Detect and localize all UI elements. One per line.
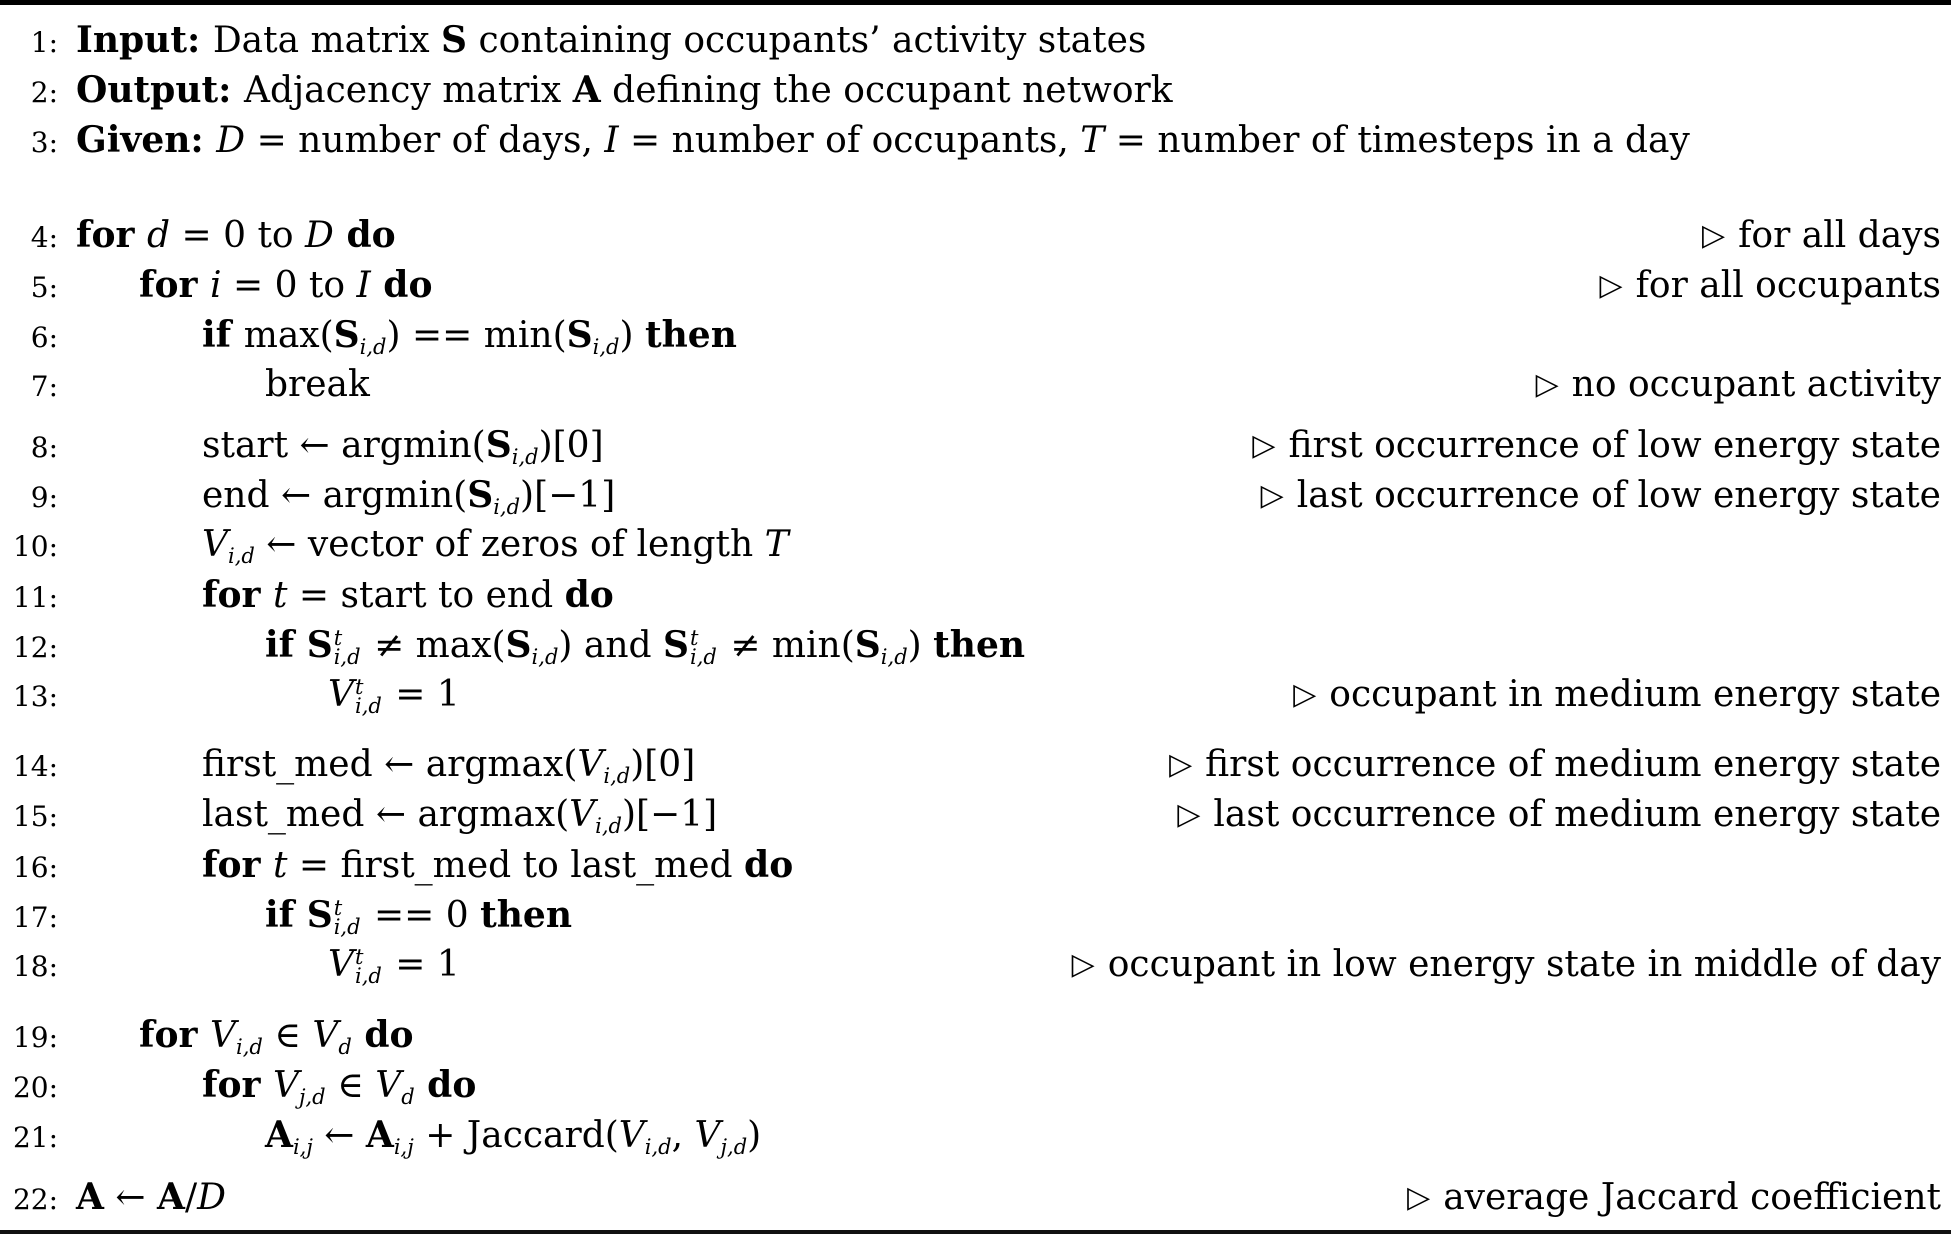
text-segment: containing occupants’ activity states — [467, 20, 1147, 61]
text-segment: do — [744, 844, 794, 886]
line-content — [265, 360, 370, 410]
text-segment: V — [202, 524, 228, 565]
text-segment: for — [139, 1014, 210, 1056]
line-content — [328, 670, 460, 720]
text-segment: S — [441, 19, 468, 61]
text-segment: D — [197, 1177, 226, 1218]
subscript: i,j — [292, 1135, 313, 1159]
line-comment — [1228, 421, 1941, 473]
text-segment: S — [485, 424, 512, 466]
line-content — [328, 940, 460, 990]
subscript: i,d — [333, 645, 361, 669]
text-segment: do — [333, 214, 396, 256]
text-segment: do — [414, 1064, 477, 1106]
line-number: 4: — [30, 221, 58, 254]
text-segment: end ← argmin( — [202, 475, 468, 516]
algorithm-line-3 — [6, 115, 1941, 165]
text-segment: / — [184, 1177, 198, 1218]
text-segment: Data matrix — [212, 20, 442, 61]
line-number: 10: — [12, 530, 58, 563]
subscript: i,d — [333, 915, 361, 939]
subscript: i,d — [880, 645, 908, 669]
line-comment — [1153, 790, 1941, 842]
line-content — [202, 470, 615, 521]
algorithm-line-13 — [6, 670, 1941, 720]
line-number: 22: — [12, 1183, 58, 1216]
line-content — [202, 840, 793, 891]
algorithm-line-1 — [6, 15, 1941, 65]
comment-text: first occurrence of low energy state — [1288, 425, 1941, 466]
text-segment: then — [933, 624, 1026, 666]
text-segment: ) — [907, 625, 934, 666]
subscript: i,d — [355, 964, 382, 988]
superscript: t — [355, 945, 364, 969]
comment-text: no occupant activity — [1571, 364, 1941, 405]
text-segment: ← — [312, 1115, 366, 1156]
text-segment: S — [467, 474, 494, 516]
text-segment: for — [202, 844, 273, 886]
algorithm-line-11 — [6, 570, 1941, 620]
text-segment: + Jaccard( — [413, 1115, 619, 1156]
superscript: t — [333, 626, 343, 650]
text-segment: V — [312, 1015, 339, 1056]
algorithm-line-2 — [6, 65, 1941, 115]
comment-triangle-marker: ▷ — [1702, 218, 1726, 253]
text-segment: )[0] — [630, 744, 696, 785]
algorithm-line-22 — [6, 1172, 1941, 1222]
superscript: t — [690, 626, 699, 650]
text-segment: = 0 to — [221, 265, 357, 306]
line-number: 7: — [30, 370, 58, 403]
line-content — [265, 890, 572, 941]
text-segment: T — [764, 524, 789, 565]
comment-text: first occurrence of medium energy state — [1205, 744, 1941, 785]
text-segment: = 1 — [383, 944, 460, 985]
text-segment: S — [306, 894, 333, 936]
line-comment — [1269, 670, 1941, 722]
text-segment: == 0 — [362, 895, 481, 936]
line-number: 20: — [12, 1071, 58, 1104]
comment-text: for all occupants — [1635, 265, 1941, 306]
bottom-rule — [0, 1230, 1951, 1234]
text-segment: Adjacency matrix — [243, 70, 573, 111]
line-comment — [1237, 471, 1941, 523]
text-segment: first_med ← argmax( — [202, 744, 578, 785]
text-segment: do — [351, 1014, 414, 1056]
algorithm-line-16 — [6, 840, 1941, 890]
algorithm-body — [0, 5, 1951, 1230]
line-content — [76, 210, 396, 261]
text-segment: V — [210, 1015, 236, 1056]
subscript: j,d — [299, 1085, 326, 1109]
superscript-subscript — [355, 945, 382, 988]
comment-text: last occurrence of medium energy state — [1213, 794, 1941, 835]
text-segment: then — [644, 314, 737, 356]
algorithm-line-20 — [6, 1060, 1941, 1110]
line-number: 9: — [30, 481, 58, 514]
line-comment — [1512, 360, 1941, 412]
algorithm-line-9 — [6, 470, 1941, 520]
algorithm-line-10 — [6, 520, 1941, 570]
line-content — [202, 740, 695, 790]
line-content — [202, 1060, 476, 1111]
text-segment: D — [216, 120, 246, 161]
subscript: i,d — [228, 544, 255, 568]
text-segment: for — [202, 574, 273, 616]
text-segment: V — [273, 1065, 299, 1106]
text-segment: ) — [619, 315, 645, 356]
line-number: 13: — [12, 680, 58, 713]
line-content — [265, 620, 1025, 671]
line-content — [76, 115, 1690, 166]
line-comment — [1576, 261, 1941, 313]
comment-triangle-marker: ▷ — [1535, 367, 1559, 402]
line-number: 14: — [12, 750, 58, 783]
line-content — [202, 420, 604, 471]
line-comment — [1048, 940, 1941, 992]
text-segment: = number of timesteps in a day — [1104, 120, 1690, 161]
text-segment: )[0] — [538, 425, 604, 466]
line-content — [76, 65, 1173, 116]
text-segment: last_med ← argmax( — [202, 794, 570, 835]
text-segment: ← — [103, 1177, 157, 1218]
comment-triangle-marker: ▷ — [1252, 428, 1276, 463]
comment-triangle-marker: ▷ — [1177, 797, 1201, 832]
text-segment: for — [139, 264, 210, 306]
text-segment: V — [569, 794, 596, 835]
subscript: i,d — [690, 645, 717, 669]
line-number: 11: — [12, 581, 58, 614]
comment-triangle-marker: ▷ — [1169, 747, 1193, 782]
line-content — [139, 1010, 414, 1061]
line-number: 18: — [12, 950, 58, 983]
text-segment: t — [273, 845, 288, 886]
line-number: 3: — [30, 126, 58, 159]
comment-triangle-marker: ▷ — [1599, 268, 1623, 303]
subscript: i,d — [359, 335, 387, 359]
subscript: d — [401, 1085, 415, 1109]
text-segment: max( — [243, 315, 334, 356]
text-segment: then — [480, 894, 572, 936]
line-comment — [1145, 740, 1941, 792]
text-segment: if — [202, 314, 244, 356]
text-segment: V — [618, 1115, 645, 1156]
subscript: i,d — [644, 1135, 672, 1159]
line-content — [265, 1110, 761, 1161]
subscript: i,j — [393, 1135, 414, 1159]
text-segment: t — [273, 575, 288, 616]
text-segment: Output: — [76, 69, 244, 111]
text-segment: )[−1] — [520, 475, 616, 516]
superscript-subscript — [690, 626, 717, 669]
line-number: 6: — [30, 321, 58, 354]
text-segment: V — [375, 1065, 402, 1106]
text-segment: V — [328, 944, 354, 985]
text-segment: )[−1] — [621, 794, 718, 835]
line-content — [202, 520, 789, 570]
comment-triangle-marker: ▷ — [1407, 1180, 1431, 1215]
text-segment: if — [265, 894, 307, 936]
text-segment: I — [356, 265, 371, 306]
text-segment: i — [210, 265, 222, 306]
line-content — [202, 570, 614, 621]
line-content — [76, 1172, 226, 1223]
text-segment: ≠ min( — [718, 625, 855, 666]
subscript: i,d — [355, 694, 382, 718]
superscript-subscript — [355, 675, 382, 718]
algorithm-line-12 — [6, 620, 1941, 670]
text-segment: d — [147, 215, 171, 256]
text-segment: A — [572, 69, 601, 111]
line-number: 21: — [12, 1121, 58, 1154]
subscript: d — [338, 1035, 352, 1059]
line-comment — [1383, 1173, 1941, 1225]
text-segment: ) — [747, 1115, 762, 1156]
comment-triangle-marker: ▷ — [1293, 677, 1317, 712]
subscript: i,d — [236, 1035, 263, 1059]
text-segment: D — [305, 215, 334, 256]
text-segment: S — [505, 624, 532, 666]
superscript: t — [333, 896, 343, 920]
text-segment: S — [306, 624, 333, 666]
comment-text: occupant in low energy state in middle of day — [1107, 944, 1941, 985]
subscript: j,d — [720, 1135, 748, 1159]
superscript-subscript — [333, 896, 361, 939]
comment-text: last occurrence of low energy state — [1296, 475, 1941, 516]
line-number: 17: — [12, 901, 58, 934]
text-segment: ) == min( — [386, 315, 567, 356]
text-segment: = 0 to — [170, 215, 306, 256]
line-number: 1: — [30, 26, 58, 59]
text-segment: V — [328, 674, 354, 715]
text-segment: break — [265, 364, 370, 405]
comment-triangle-marker: ▷ — [1260, 478, 1284, 513]
text-segment: if — [265, 624, 307, 666]
subscript: i,d — [493, 495, 521, 519]
algorithm-line-17 — [6, 890, 1941, 940]
algorithm-line-5 — [6, 260, 1941, 310]
superscript-subscript — [333, 626, 361, 669]
text-segment: A — [157, 1176, 185, 1218]
text-segment: ) and — [558, 625, 664, 666]
superscript: t — [355, 675, 364, 699]
text-segment: for — [76, 214, 147, 256]
algorithm-line-14 — [6, 740, 1941, 790]
comment-text: for all days — [1738, 215, 1941, 256]
text-segment: Given: — [76, 119, 217, 161]
text-segment: S — [663, 624, 690, 666]
algorithm-line-7 — [6, 360, 1941, 410]
text-segment: I — [604, 120, 619, 161]
text-segment: S — [333, 314, 360, 356]
text-segment: T — [1080, 120, 1105, 161]
text-segment: ∈ — [325, 1065, 376, 1106]
text-segment: start ← argmin( — [202, 425, 486, 466]
line-number: 19: — [12, 1021, 58, 1054]
text-segment: ∈ — [262, 1015, 313, 1056]
text-segment: = number of occupants, — [618, 120, 1081, 161]
text-segment: = first_med to last_med — [287, 845, 745, 886]
text-segment: V — [577, 744, 604, 785]
text-segment: A — [76, 1176, 104, 1218]
line-number: 16: — [12, 851, 58, 884]
text-segment: A — [365, 1114, 394, 1156]
text-segment: = number of days, — [245, 120, 605, 161]
text-segment: S — [854, 624, 881, 666]
algorithm-line-4 — [6, 210, 1941, 260]
text-segment: Input: — [76, 19, 213, 61]
subscript: i,d — [592, 335, 620, 359]
comment-text: average Jaccard coefficient — [1443, 1177, 1941, 1218]
line-content — [139, 260, 432, 311]
line-number: 2: — [30, 76, 58, 109]
algorithm-line-15 — [6, 790, 1941, 840]
comment-text: occupant in medium energy state — [1329, 674, 1941, 715]
algorithm-line-21 — [6, 1110, 1941, 1160]
algorithm-line-19 — [6, 1010, 1941, 1060]
text-segment: defining the occupant network — [600, 70, 1173, 111]
line-number: 5: — [30, 271, 58, 304]
text-segment: ← vector of zeros of length — [254, 524, 765, 565]
line-number: 15: — [12, 800, 58, 833]
text-segment: do — [370, 264, 433, 306]
algorithm-line-8 — [6, 420, 1941, 470]
comment-triangle-marker: ▷ — [1071, 947, 1095, 982]
subscript: i,d — [595, 814, 622, 838]
line-number: 12: — [12, 631, 58, 664]
algorithm-line-18 — [6, 940, 1941, 990]
line-content — [202, 310, 737, 361]
text-segment: ≠ max( — [362, 625, 506, 666]
text-segment: V — [694, 1115, 721, 1156]
text-segment: do — [564, 574, 614, 616]
text-segment: S — [566, 314, 593, 356]
subscript: i,d — [531, 645, 559, 669]
text-segment: = 1 — [383, 674, 460, 715]
line-content — [202, 790, 717, 840]
text-segment: for — [202, 1064, 273, 1106]
line-comment — [1678, 211, 1941, 263]
text-segment: = start to end — [287, 575, 565, 616]
line-content — [76, 15, 1146, 66]
text-segment: , — [671, 1115, 695, 1156]
subscript: i,d — [511, 445, 539, 469]
subscript: i,d — [603, 764, 631, 788]
text-segment: A — [265, 1114, 293, 1156]
algorithm-line-6 — [6, 310, 1941, 360]
line-number: 8: — [30, 431, 58, 464]
